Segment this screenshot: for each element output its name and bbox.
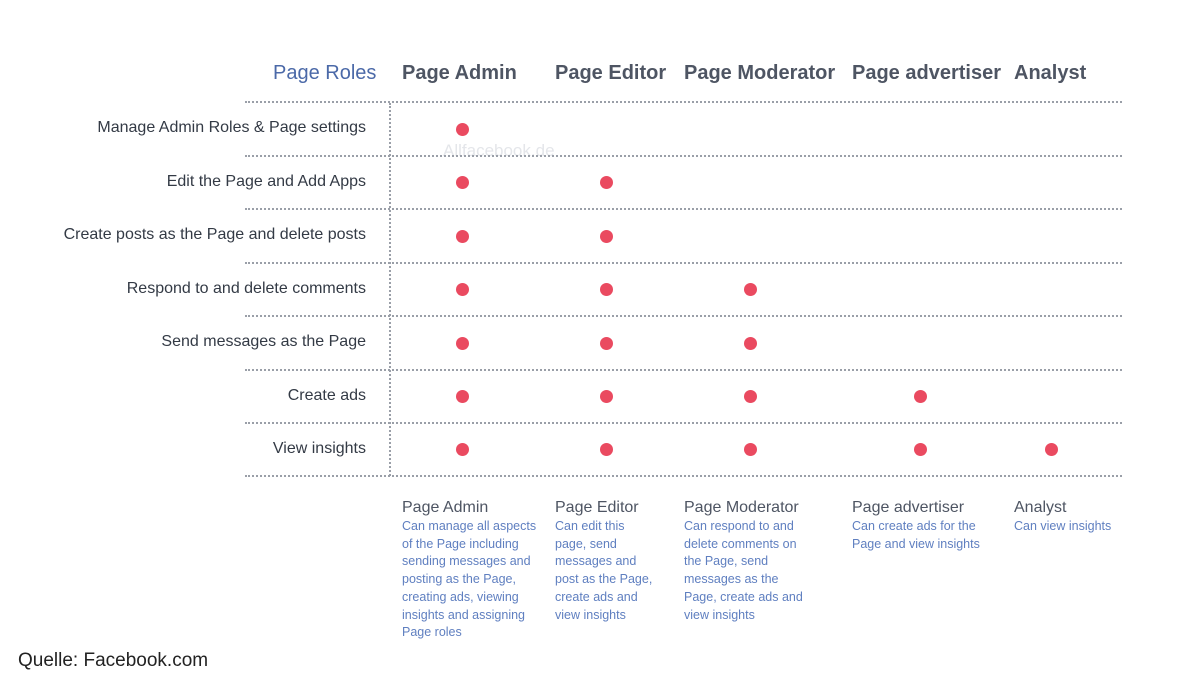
permission-dot-page-moderator xyxy=(744,283,757,296)
permission-dot-page-admin xyxy=(456,390,469,403)
permission-dot-analyst xyxy=(1045,443,1058,456)
description-line: Can manage all aspects xyxy=(402,519,537,533)
page-roles-title: Page Roles xyxy=(273,62,377,84)
description-line: post as the Page, xyxy=(555,572,653,587)
permission-dot-page-admin xyxy=(456,230,469,243)
row-divider xyxy=(245,155,1122,157)
description-line: Can create ads for the xyxy=(852,519,976,533)
role-header-analyst: Analyst xyxy=(1014,62,1087,84)
description-title: Page advertiser xyxy=(852,499,965,516)
permission-dot-page-editor xyxy=(600,283,613,296)
permission-dot-page-editor xyxy=(600,230,613,243)
description-line: messages as the xyxy=(684,572,779,587)
description-line: Page, create ads and xyxy=(684,589,803,604)
permission-dot-page-editor xyxy=(600,337,613,350)
permission-dot-page-admin xyxy=(456,123,469,136)
description-title: Page Moderator xyxy=(684,499,799,516)
description-line: view insights xyxy=(684,607,755,622)
description-line: creating ads, viewing xyxy=(402,589,519,604)
permission-label: Send messages as the Page xyxy=(161,333,366,350)
permission-label: Respond to and delete comments xyxy=(126,279,366,297)
role-header-page-admin: Page Admin xyxy=(402,62,517,84)
description-line: page, send xyxy=(555,536,617,551)
description-line: delete comments on xyxy=(684,536,797,551)
description-line: insights and assigning xyxy=(402,607,525,622)
permission-dot-page-admin xyxy=(456,176,469,189)
row-divider xyxy=(245,208,1122,210)
description-line: create ads and xyxy=(555,589,638,604)
vertical-divider xyxy=(389,103,391,476)
permission-dot-page-editor xyxy=(600,176,613,189)
description-line: Can respond to and xyxy=(684,519,794,533)
description-line: Page roles xyxy=(402,625,462,640)
description-line: sending messages and xyxy=(402,554,531,569)
description-title: Page Editor xyxy=(555,499,639,516)
permission-dot-page-moderator xyxy=(744,390,757,403)
description-title: Page Admin xyxy=(402,499,489,516)
description-line: of the Page including xyxy=(402,536,519,551)
description-line: Can view insights xyxy=(1014,519,1112,533)
watermark: Allfacebook.de xyxy=(443,141,555,160)
description-title: Analyst xyxy=(1014,499,1067,516)
role-header-page-editor: Page Editor xyxy=(555,62,667,84)
permission-label: Manage Admin Roles & Page settings xyxy=(97,119,366,136)
permission-label: Create posts as the Page and delete posts xyxy=(63,226,366,243)
description-page-admin xyxy=(402,498,536,642)
row-divider xyxy=(245,475,1122,477)
description-analyst xyxy=(1014,498,1111,536)
permission-label: View insights xyxy=(272,439,366,457)
description-line: Page and view insights xyxy=(852,536,980,551)
row-divider xyxy=(245,422,1122,424)
role-header-page-moderator: Page Moderator xyxy=(684,62,836,84)
description-page-moderator xyxy=(684,498,803,624)
permission-dot-page-editor xyxy=(600,443,613,456)
permission-label: Create ads xyxy=(287,386,366,404)
row-divider xyxy=(245,315,1122,317)
description-line: Can edit this xyxy=(555,519,625,533)
row-divider xyxy=(245,262,1122,264)
permission-dot-page-moderator xyxy=(744,337,757,350)
description-line: view insights xyxy=(555,607,626,622)
description-page-editor xyxy=(555,498,652,624)
permission-label: Edit the Page and Add Apps xyxy=(166,172,366,190)
source-credit: Quelle: Facebook.com xyxy=(18,650,209,671)
permission-dot-page-advertiser xyxy=(914,443,927,456)
permission-dot-page-admin xyxy=(456,443,469,456)
role-header-page-advertiser: Page advertiser xyxy=(852,62,1001,84)
row-divider xyxy=(245,369,1122,371)
permission-dot-page-advertiser xyxy=(914,390,927,403)
description-line: the Page, send xyxy=(684,554,769,569)
description-page-advertiser xyxy=(852,498,980,553)
description-line: messages and xyxy=(555,554,637,569)
permission-dot-page-admin xyxy=(456,283,469,296)
permission-dot-page-editor xyxy=(600,390,613,403)
permission-dot-page-moderator xyxy=(744,443,757,456)
description-line: posting as the Page, xyxy=(402,572,516,587)
row-divider xyxy=(245,101,1122,103)
permission-dot-page-admin xyxy=(456,337,469,350)
